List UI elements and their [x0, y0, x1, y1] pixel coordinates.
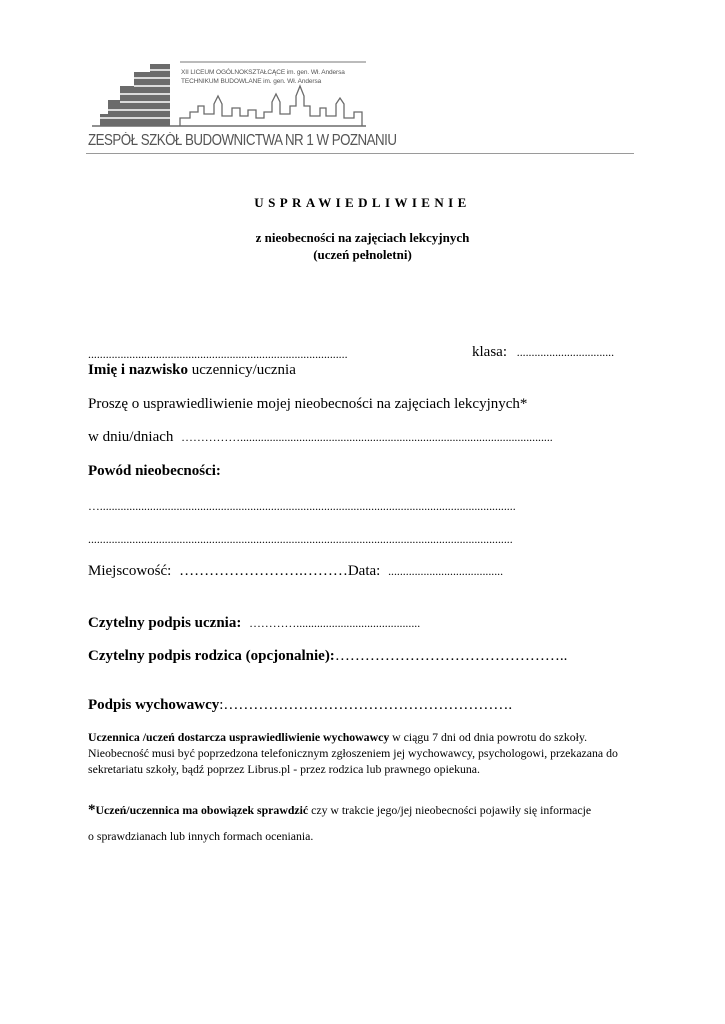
- document-subtitle: [0, 229, 725, 263]
- school-name: ZESPÓŁ SZKÓŁ BUDOWNICTWA NR 1 W POZNANIU: [88, 132, 397, 149]
- days-field[interactable]: [88, 429, 553, 446]
- logo-line-2: TECHNIKUM BUDOWLANE im. gen. Wł. Andersa: [181, 78, 322, 85]
- reason-line-2[interactable]: ................................................................................................................................................: [88, 532, 513, 546]
- class-label: klasa:: [472, 344, 507, 360]
- duty-note-bold: Uczeń/uczennica ma obowiązek sprawdzić: [95, 803, 309, 817]
- asterisk: *: [88, 802, 96, 818]
- parent-signature-row: [88, 648, 567, 665]
- place-field-dots[interactable]: …………………….………: [179, 563, 348, 579]
- duty-note: [88, 802, 648, 818]
- name-label-bold: Imię i nazwisko: [88, 362, 189, 378]
- duty-note-text: czy w trakcie jego/jej nieobecności pojawiły się informacje: [308, 803, 592, 817]
- request-text: Proszę o usprawiedliwienie mojej nieobecności na zajęciach lekcyjnych*: [88, 396, 528, 412]
- reason-label: [88, 463, 221, 480]
- logo-line-1: XII LICEUM OGÓLNOKSZTAŁCĄCE im. gen. Wł. Andersa: [181, 69, 345, 76]
- delivery-note-bold: Uczennica /uczeń dostarcza usprawiedliwienie wychowawcy: [88, 730, 390, 744]
- class-field[interactable]: [472, 344, 614, 361]
- parent-signature-dots[interactable]: ………………………………………..: [334, 648, 568, 664]
- parent-signature-label: Czytelny podpis rodzica (opcjonalnie):: [88, 648, 335, 664]
- name-label: [88, 362, 296, 379]
- student-signature-row: [88, 615, 420, 632]
- name-field-dots[interactable]: ........................................................................................: [88, 347, 348, 361]
- name-label-rest: uczennicy/ucznia: [191, 362, 296, 378]
- date-field-dots[interactable]: .......................................: [388, 564, 504, 578]
- document-title: USPRAWIEDLIWIENIE: [254, 195, 471, 210]
- place-label: Miejscowość:: [88, 563, 172, 579]
- header-divider: [86, 153, 634, 154]
- date-label: Data:: [347, 563, 381, 579]
- duty-note-line-2: o sprawdzianach lub innych formach oceniania.: [88, 829, 314, 843]
- delivery-note-text: w ciągu 7 dni od dnia powrotu do szkoły. Nieobecność musi być poprzedzona telefonicznym zgłoszeniem jej wychowawcy, psychologowi, przekazana do sekretariatu szkoły, bądź poprzez Librus.pl - przez rodzica lub prawnego opiekuna.: [88, 730, 618, 776]
- reason-label-text: Powód nieobecności:: [88, 463, 221, 479]
- place-date-row: [88, 563, 503, 580]
- days-field-dots[interactable]: ……………..........................................................................................................: [181, 430, 553, 444]
- subtitle-line-1: z nieobecności na zajęciach lekcyjnych: [255, 230, 470, 245]
- school-buildings-logo-icon: [86, 56, 371, 131]
- class-field-dots[interactable]: .................................: [516, 345, 615, 359]
- reason-line-1[interactable]: ….............................................................................................................................................: [88, 499, 516, 513]
- tutor-signature-dots[interactable]: :………………………………………………….: [219, 697, 513, 713]
- school-logo: [86, 56, 397, 156]
- student-signature-label: Czytelny podpis ucznia:: [88, 615, 242, 631]
- tutor-signature-label: Podpis wychowawcy: [88, 697, 220, 713]
- student-signature-dots[interactable]: …………..........................................: [249, 616, 421, 630]
- days-label: w dniu/dniach: [88, 429, 174, 445]
- delivery-note: [88, 729, 648, 777]
- subtitle-line-2: (uczeń pełnoletni): [313, 247, 412, 262]
- tutor-signature-row: [88, 697, 512, 714]
